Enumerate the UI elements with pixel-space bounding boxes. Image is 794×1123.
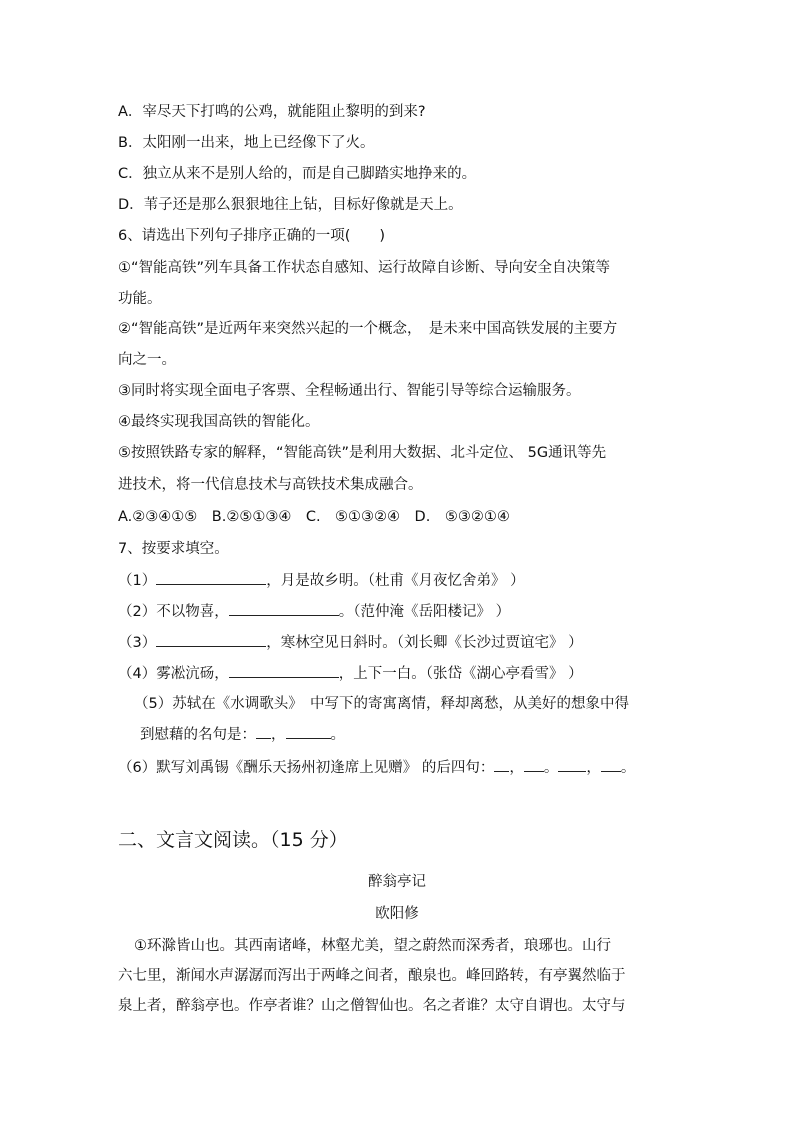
passage-line-1: ①环滁皆山也。其西南诸峰，林壑尤美，望之蔚然而深秀者，琅琊也。山行: [134, 938, 611, 954]
passage-line-3: 泉上者，醉翁亭也。作亭者谁？山之僧智仙也。名之者谁？太守自谓也。太守与: [118, 998, 626, 1014]
answer-blank[interactable]: [256, 724, 271, 739]
fill-item-6-prefix: （6）默写刘禹锡《酬乐天扬州初逢席上见赠》 的后四句：: [118, 760, 495, 776]
answer-blank[interactable]: [601, 757, 621, 772]
answer-blank[interactable]: [156, 570, 266, 585]
passage-author: 欧阳修: [375, 906, 419, 922]
answer-blank[interactable]: [524, 757, 544, 772]
fill-item-3: [118, 632, 583, 653]
fill-item-2-suffix: 。（范仲淹《岳阳楼记》 ）: [338, 604, 511, 620]
fill-item-6: [118, 757, 635, 778]
choice-d: D．苇子还是那么狠狠地往上钻，目标好像就是天上。: [118, 197, 463, 213]
fill-item-1-prefix: （1）: [118, 573, 157, 589]
fill-item-5-prefix: 到慰藉的名句是：: [140, 727, 256, 743]
fill-item-3-prefix: （3）: [118, 635, 157, 651]
section-heading: 二、文言文阅读。（15 分）: [118, 829, 348, 851]
passage-line-2: 六七里，渐闻水声潺潺而泻出于两峰之间者，酿泉也。峰回路转，有亭翼然临于: [118, 968, 626, 984]
question-7-stem: 7、按要求填空。: [118, 541, 229, 557]
fill-item-5-line-2: [140, 724, 345, 745]
fill-item-5-comma: ，: [271, 727, 286, 743]
sentence-2-line-2: 向之一。: [118, 352, 176, 368]
fill-item-5-period: 。: [330, 727, 345, 743]
fill-item-6-period-2: 。: [620, 760, 636, 776]
question-6-stem: 6、请选出下列句子排序正确的一项( ): [118, 228, 386, 244]
sentence-4: ④最终实现我国高铁的智能化。: [118, 414, 320, 430]
fill-item-1-suffix: ，月是故乡明。（杜甫《月夜忆舍弟》 ）: [266, 573, 525, 589]
answer-blank[interactable]: [229, 663, 339, 678]
fill-item-4-suffix: ，上下一白。（张岱《湖心亭看雪》 ）: [338, 666, 583, 682]
sentence-3: ③同时将实现全面电子客票、全程畅通出行、智能引导等综合运输服务。: [118, 383, 581, 399]
answer-blank[interactable]: [286, 724, 331, 739]
fill-item-6-period-1: 。: [543, 760, 559, 776]
fill-item-2-prefix: （2）不以物喜，: [118, 604, 229, 620]
answer-blank[interactable]: [156, 632, 266, 647]
fill-item-5-line-1: （5）苏轼在《水调歌头》 中写下的寄寓离情，释却离愁，从美好的想象中得: [134, 696, 629, 712]
sentence-5-line-2: 进技术，将一代信息技术与高铁技术集成融合。: [118, 477, 423, 493]
choice-a: A．宰尽天下打鸣的公鸡，就能阻止黎明的到来?: [118, 104, 426, 120]
fill-item-3-suffix: ，寒林空见日斜时。（刘长卿《长沙过贾谊宅》 ）: [266, 635, 583, 651]
choice-b: B．太阳刚一出来，地上已经像下了火。: [118, 135, 375, 151]
fill-item-1: [118, 570, 525, 591]
sentence-1-line-1: ①“智能高铁”列车具备工作状态自感知、运行故障自诊断、导向安全自决策等: [118, 260, 611, 276]
sentence-1-line-2: 功能。: [118, 291, 162, 307]
passage-title: 醉翁亭记: [368, 874, 426, 890]
answer-blank[interactable]: [494, 757, 509, 772]
fill-item-4-prefix: （4）雾凇沆砀，: [118, 666, 229, 682]
question-6-options: A.②③④①⑤ B.②⑤①③④ C. ⑤①③②④ D. ⑤③②①④: [118, 509, 510, 525]
answer-blank[interactable]: [558, 757, 586, 772]
fill-item-4: [118, 663, 583, 684]
sentence-5-line-1: ⑤按照铁路专家的解释，“智能高铁”是利用大数据、北斗定位、 5G通讯等先: [118, 445, 607, 461]
sentence-2-line-1: ②“智能高铁”是近两年来突然兴起的一个概念， 是未来中国高铁发展的主要方: [118, 321, 618, 337]
fill-item-6-comma-1: ，: [509, 760, 524, 776]
answer-blank[interactable]: [229, 601, 339, 616]
choice-c: C．独立从来不是别人给的，而是自己脚踏实地挣来的。: [118, 166, 477, 182]
fill-item-6-comma-2: ，: [586, 760, 601, 776]
fill-item-2: [118, 601, 510, 622]
